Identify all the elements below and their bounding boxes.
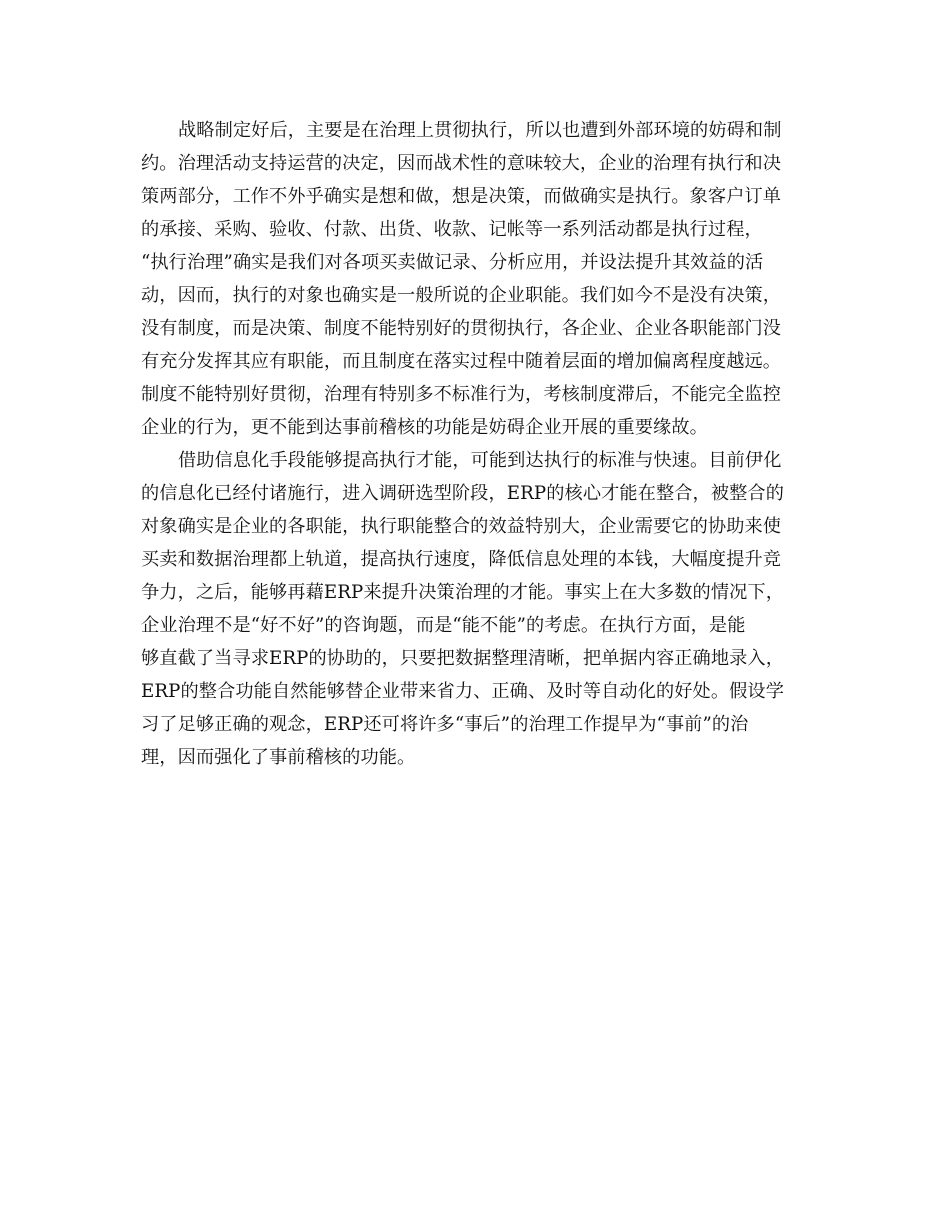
paragraph-line: 战略制定好后，主要是在治理上贯彻执行，所以也遭到外部环境的妨碍和制	[178, 120, 782, 141]
paragraph-erp-informatization	[141, 444, 804, 774]
paragraph-line: 制度不能特别好贯彻，治理有特别多不标准行为，考核制度滞后，不能完全监控	[141, 384, 782, 405]
paragraph-line: 够直截了当寻求ERP的协助的，只要把数据整理清晰，把单据内容正确地录入，	[141, 648, 784, 669]
paragraph-line: 对象确实是企业的各职能，执行职能整合的效益特别大，企业需要它的协助来使	[141, 516, 782, 537]
paragraph-strategy-execution	[141, 114, 804, 444]
paragraph-line: 的信息化已经付诸施行，进入调研选型阶段，ERP的核心才能在整合，被整合的	[141, 483, 784, 504]
paragraph-line: 没有制度，而是决策、制度不能特别好的贯彻执行，各企业、企业各职能部门没	[141, 318, 782, 339]
paragraph-line: 理，因而强化了事前稽核的功能。	[141, 747, 416, 768]
paragraph-line: ERP的整合功能自然能够替企业带来省力、正确、及时等自动化的好处。假设学	[141, 681, 784, 702]
paragraph-line: 买卖和数据治理都上轨道，提高执行速度，降低信息处理的本钱，大幅度提升竞	[141, 549, 782, 570]
paragraph-line: 策两部分，工作不外乎确实是想和做，想是决策，而做确实是执行。象客户订单	[141, 186, 782, 207]
paragraph-line: 企业治理不是“好不好”的咨询题，而是“能不能”的考虑。在执行方面，是能	[141, 615, 746, 636]
paragraph-line: 约。治理活动支持运营的决定，因而战术性的意味较大，企业的治理有执行和决	[141, 153, 782, 174]
paragraph-line: 习了足够正确的观念，ERP还可将许多“事后”的治理工作提早为“事前”的治	[141, 714, 749, 735]
paragraph-line: 有充分发挥其应有职能，而且制度在落实过程中随着层面的增加偏离程度越远。	[141, 351, 782, 372]
paragraph-line: 争力，之后，能够再藉ERP来提升决策治理的才能。事实上在大多数的情况下，	[141, 582, 784, 603]
document-body	[141, 114, 804, 774]
paragraph-line: 借助信息化手段能够提高执行才能，可能到达执行的标准与快速。目前伊化	[178, 450, 782, 471]
paragraph-line: “执行治理”确实是我们对各项买卖做记录、分析应用，并设法提升其效益的活	[141, 252, 764, 273]
paragraph-line: 动，因而，执行的对象也确实是一般所说的企业职能。我们如今不是没有决策，	[141, 285, 782, 306]
paragraph-line: 企业的行为，更不能到达事前稽核的功能是妨碍企业开展的重要缘故。	[141, 417, 708, 438]
paragraph-line: 的承接、采购、验收、付款、出货、收款、记帐等一系列活动都是执行过程，	[141, 219, 763, 240]
